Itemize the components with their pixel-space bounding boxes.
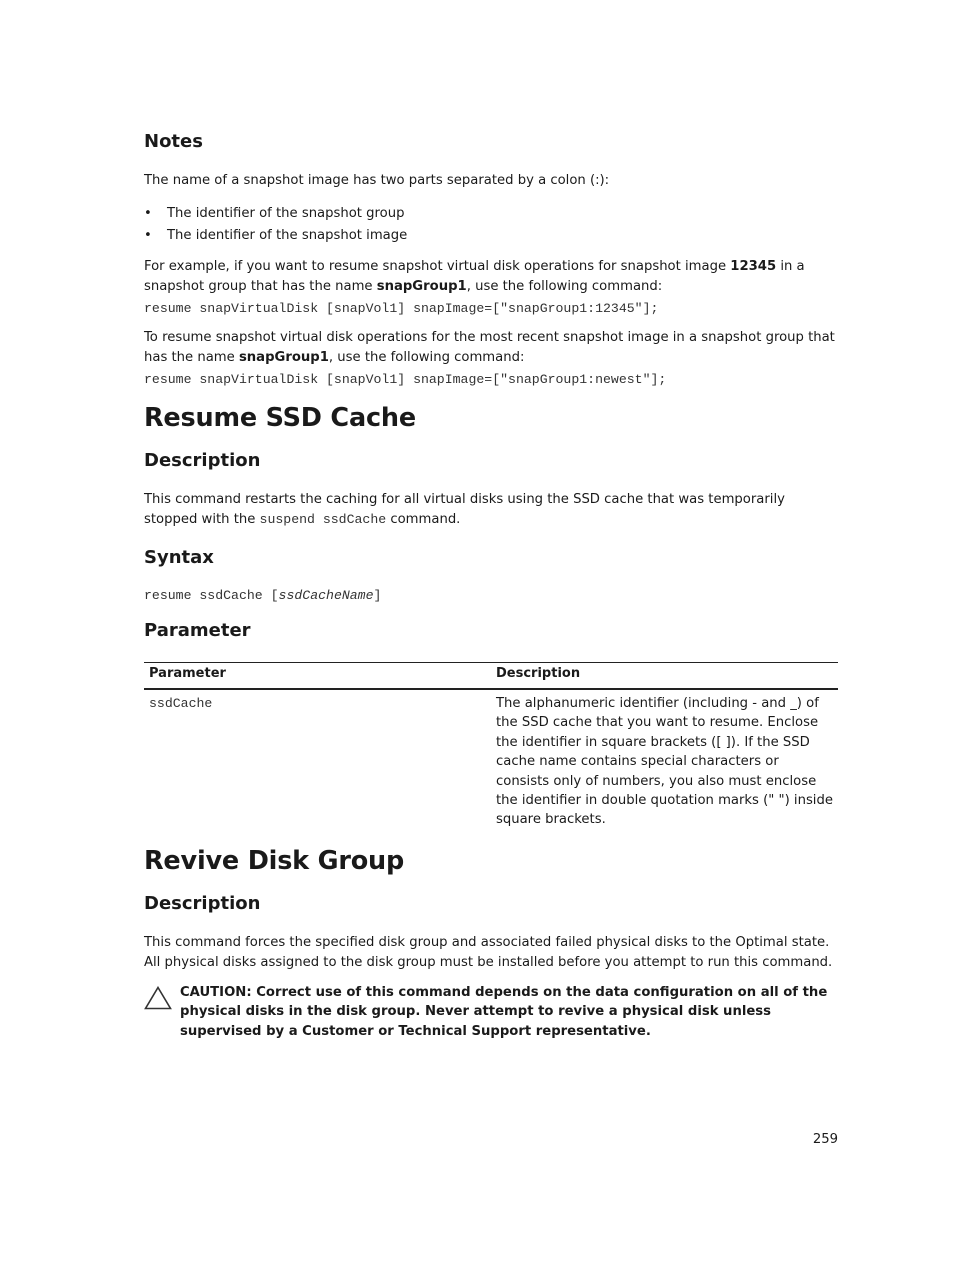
table-row <box>144 689 838 830</box>
section-title-revive-disk-group: Revive Disk Group <box>144 846 405 876</box>
notes-intro: The name of a snapshot image has two parts separated by a colon (:): <box>144 173 610 188</box>
page-number: 259 <box>812 1132 838 1147</box>
code-example-1: resume snapVirtualDisk [snapVol1] snapImage=["snapGroup1:12345"]; <box>144 301 659 316</box>
warning-triangle-icon <box>144 986 172 1010</box>
column-header-parameter: Parameter <box>144 663 491 690</box>
column-header-description: Description <box>491 663 838 690</box>
table-header-row <box>144 663 838 690</box>
syntax-heading: Syntax <box>144 547 214 568</box>
bullet-icon: • <box>144 228 152 243</box>
notes-heading: Notes <box>144 131 203 152</box>
code-example-2: resume snapVirtualDisk [snapVol1] snapImage=["snapGroup1:newest"]; <box>144 372 667 387</box>
description-heading: Description <box>144 450 261 471</box>
notes-example-2: To resume snapshot virtual disk operations for the most recent snapshot image in a snapshot group that has the name snapGroup1, use the following command: <box>144 330 835 365</box>
parameter-description: The alphanumeric identifier (including - and _) of the SSD cache that you want to resume. Enclose the identifier in square brackets ([ ]). If the SSD cache name contains special characters or consists only of numbers, you also must enclose the identifier in double quotation marks (" ") inside square brackets. <box>496 696 833 828</box>
resume-ssd-description: This command restarts the caching for all virtual disks using the SSD cache that was temporarily stopped with the suspend ssdCache command. <box>144 492 785 527</box>
notes-example-1: For example, if you want to resume snapshot virtual disk operations for snapshot image 12345 in a snapshot group that has the name snapGroup1, use the following command: <box>144 259 805 294</box>
parameter-heading: Parameter <box>144 620 251 641</box>
parameter-name: ssdCache <box>149 696 213 711</box>
revive-description: This command forces the specified disk group and associated failed physical disks to the Optimal state. All physical disks assigned to the disk group must be installed before you attempt to run this command. <box>144 935 833 970</box>
bullet-icon: • <box>144 206 152 221</box>
parameter-table <box>144 662 838 830</box>
description-heading: Description <box>144 893 261 914</box>
section-title-resume-ssd-cache: Resume SSD Cache <box>144 403 416 433</box>
syntax-code: resume ssdCache [ssdCacheName] <box>144 588 382 603</box>
caution-notice: CAUTION: Correct use of this command depends on the data configuration on all of the physical disks in the disk group. Never attempt to revive a physical disk unless supervised by a Customer or Technical Support representative. <box>180 985 828 1039</box>
